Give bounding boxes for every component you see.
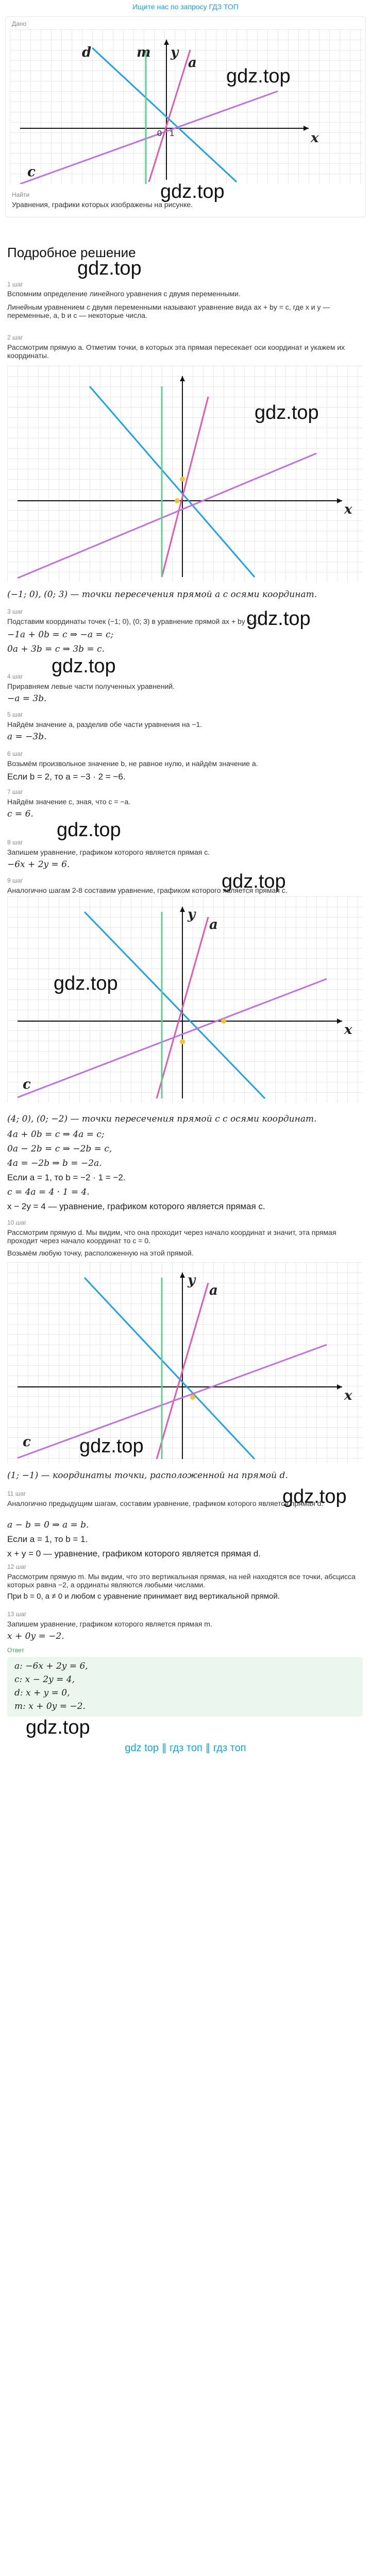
watermark: gdz.top	[226, 65, 291, 87]
math-line: x + 0y = −2.	[7, 1631, 64, 1641]
step-label: 7 шаг	[7, 788, 23, 795]
answer-item: c: x − 2y = 4,	[14, 1674, 75, 1685]
find-text: Уравнения, графики которых изображены на рисунке.	[12, 200, 193, 209]
point-marker	[221, 1019, 226, 1024]
line-c	[18, 1345, 327, 1458]
watermark: gdz.top	[79, 1435, 144, 1457]
label-a: a	[188, 55, 197, 71]
x-axis-arrow	[337, 1019, 342, 1024]
watermark: gdz.top	[77, 258, 142, 279]
label-c: c	[23, 1434, 31, 1450]
step-desc: Запишем уравнение, графиком которого является прямая m.	[7, 1620, 212, 1628]
step-desc: Рассмотрим прямую m. Мы видим, что это вертикальная прямая, на ней находятся все точки, абсцисса которых равна −2, а ординаты являются любыми числами.	[7, 1572, 356, 1589]
line-d	[85, 912, 265, 1098]
label-y: y	[188, 907, 196, 922]
footer-links[interactable]: gdz top ∥ гдз топ ∥ гдз топ	[125, 1742, 246, 1754]
label-y: y	[171, 45, 179, 60]
graph-step-a	[7, 366, 363, 582]
line-d	[85, 1278, 255, 1459]
definition-text: Линейным уравнением с двумя переменными называют уравнение вида ax + by = c, где x и y — переменные, a, b и c — некоторые числа.	[7, 303, 330, 319]
step-label: 11 шаг	[7, 1490, 26, 1497]
answer-label: Ответ	[7, 1647, 24, 1654]
point-marker	[175, 498, 180, 503]
math-line: 0a + 3b = c ⇒ 3b = c.	[7, 644, 105, 654]
graph-svg	[7, 366, 363, 582]
math-line: Если a = 1, то b = −2 · 1 = −2.	[7, 1173, 126, 1182]
x-axis-arrow	[337, 498, 342, 503]
math-line: (1; −1) — координаты точки, расположенной на прямой d.	[7, 1470, 288, 1481]
label-a: a	[209, 917, 218, 933]
line-c	[18, 979, 327, 1097]
answer-item: a: −6x + 2y = 6,	[14, 1661, 88, 1671]
label-a: a	[209, 1283, 218, 1298]
point-marker	[180, 477, 185, 482]
answer-box	[7, 1657, 363, 1717]
step-desc: Аналогично предыдущим шагам, составим уравнение, графиком которого является прямая d.	[7, 1499, 324, 1507]
graph-svg	[7, 896, 363, 1103]
watermark: gdz.top	[57, 819, 121, 841]
watermark: gdz.top	[282, 1486, 347, 1507]
math-line: 4a + 0b = c ⇒ 4a = c;	[7, 1129, 105, 1140]
step-desc: Аналогично шагам 2-8 составим уравнение, графиком которого является прямая c.	[7, 886, 288, 894]
line-d	[90, 386, 255, 577]
watermark: gdz.top	[54, 973, 118, 994]
math-line: 0a − 2b = c ⇒ −2b = c,	[7, 1144, 112, 1154]
watermark: gdz.top	[255, 402, 319, 423]
math-line: −6x + 2y = 6.	[7, 859, 70, 870]
graph-step-d	[7, 1262, 363, 1463]
d-intro-text: Возьмём любую точку, расположенную на этой прямой.	[7, 1249, 194, 1257]
step-label: 4 шаг	[7, 673, 23, 680]
label-x: x	[311, 130, 319, 146]
label-c: c	[23, 1077, 31, 1092]
label-x: x	[344, 1022, 352, 1038]
point-marker	[190, 1395, 195, 1400]
math-line: a − b = 0 ⇒ a = b.	[7, 1520, 89, 1530]
math-line: x + y = 0 — уравнение, графиком которого является прямая d.	[7, 1549, 261, 1558]
watermark: gdz.top	[160, 181, 225, 202]
step-label: 9 шаг	[7, 877, 23, 884]
y-axis-arrow	[180, 1273, 185, 1278]
given-label: Дано	[12, 20, 27, 27]
step-desc: Рассмотрим прямую d. Мы видим, что она проходит через начало координат и значит, эта прямая проходит через начало координат то c = 0.	[7, 1228, 336, 1245]
math-line: x − 2y = 4 — уравнение, графиком которого является прямая c.	[7, 1201, 265, 1211]
find-label: Найти	[12, 191, 30, 198]
step-desc: Вспомним определение линейного уравнения с двумя переменными.	[7, 290, 241, 298]
step-desc: Запишем уравнение, графиком которого является прямая c.	[7, 848, 210, 856]
math-line: (4; 0), (0; −2) — точки пересечения прямой c с осями координат.	[7, 1114, 317, 1124]
math-line: При b = 0, a ≠ 0 и любом c уравнение принимает вид вертикальной прямой.	[7, 1592, 280, 1601]
watermark: gdz.top	[246, 608, 311, 630]
step-desc: Рассмотрим прямую a. Отметим точки, в которых эта прямая пересекает оси координат и укажем их координаты.	[7, 343, 345, 360]
solution-title: Подробное решение	[7, 245, 136, 260]
math-line: c = 4a = 4 · 1 = 4.	[7, 1187, 90, 1197]
step-label: 12 шаг	[7, 1563, 27, 1570]
math-line: Если b = 2, то a = −3 · 2 = −6.	[7, 772, 126, 782]
step-desc: Подставим координаты точек (−1; 0), (0; 3) в уравнение прямой ax + by = c.	[7, 617, 259, 625]
step-desc: Возьмём произвольное значение b, не равное нулю, и найдём значение a.	[7, 759, 258, 768]
y-axis-arrow	[164, 40, 169, 45]
label-x: x	[344, 502, 352, 517]
step-label: 6 шаг	[7, 750, 23, 757]
label-c: c	[27, 164, 36, 180]
step-label: 13 шаг	[7, 1611, 27, 1618]
graph-svg	[7, 1262, 363, 1463]
label-origin: 0	[157, 129, 162, 138]
label-m: m	[137, 45, 151, 60]
answer-item: m: x + 0y = −2.	[14, 1701, 86, 1711]
math-line: Если a = 1, то b = 1.	[7, 1534, 88, 1544]
graph-given	[10, 29, 362, 184]
watermark: gdz.top	[52, 655, 116, 677]
math-line: (−1; 0), (0; 3) — точки пересечения прямой a с осями координат.	[7, 589, 317, 600]
y-axis-arrow	[180, 907, 185, 912]
line-c	[20, 91, 278, 184]
step-desc: Приравняем левые части полученных уравнений.	[7, 682, 175, 690]
label-y: y	[188, 1273, 196, 1288]
label-one: 1	[170, 129, 174, 138]
step-label: 2 шаг	[7, 334, 23, 341]
step-desc: Найдём значение c, зная, что c = −a.	[7, 798, 131, 806]
watermark: gdz.top	[26, 1717, 90, 1738]
line-d	[92, 48, 237, 182]
y-axis-arrow	[180, 376, 185, 381]
given-card	[5, 16, 366, 217]
step-desc: Найдём значение a, разделив обе части уравнения на −1.	[7, 720, 203, 728]
math-line: −a = 3b.	[7, 693, 47, 704]
step-label: 10 шаг	[7, 1219, 27, 1226]
x-axis-arrow	[303, 126, 309, 131]
line-a	[149, 50, 190, 182]
watermark: gdz.top	[222, 871, 286, 892]
line-a	[162, 397, 208, 577]
graph-svg	[10, 29, 362, 184]
answer-item: d: x + y = 0,	[14, 1688, 70, 1698]
step-label: 1 шаг	[7, 281, 23, 288]
step-label: 8 шаг	[7, 839, 23, 846]
graph-step-c	[7, 896, 363, 1103]
top-banner[interactable]: Ищите нас по запросу ГДЗ ТОП	[132, 3, 239, 11]
math-line: 4a = −2b ⇒ b = −2a.	[7, 1158, 102, 1168]
label-d: d	[82, 45, 92, 60]
x-axis-arrow	[337, 1384, 342, 1389]
math-line: c = 6.	[7, 809, 33, 819]
point-marker	[180, 1039, 185, 1044]
math-line: a = −3b.	[7, 732, 47, 742]
step-label: 5 шаг	[7, 711, 23, 718]
math-line: −1a + 0b = c ⇒ −a = c;	[7, 630, 114, 640]
step-label: 3 шаг	[7, 608, 23, 615]
label-x: x	[344, 1388, 352, 1403]
